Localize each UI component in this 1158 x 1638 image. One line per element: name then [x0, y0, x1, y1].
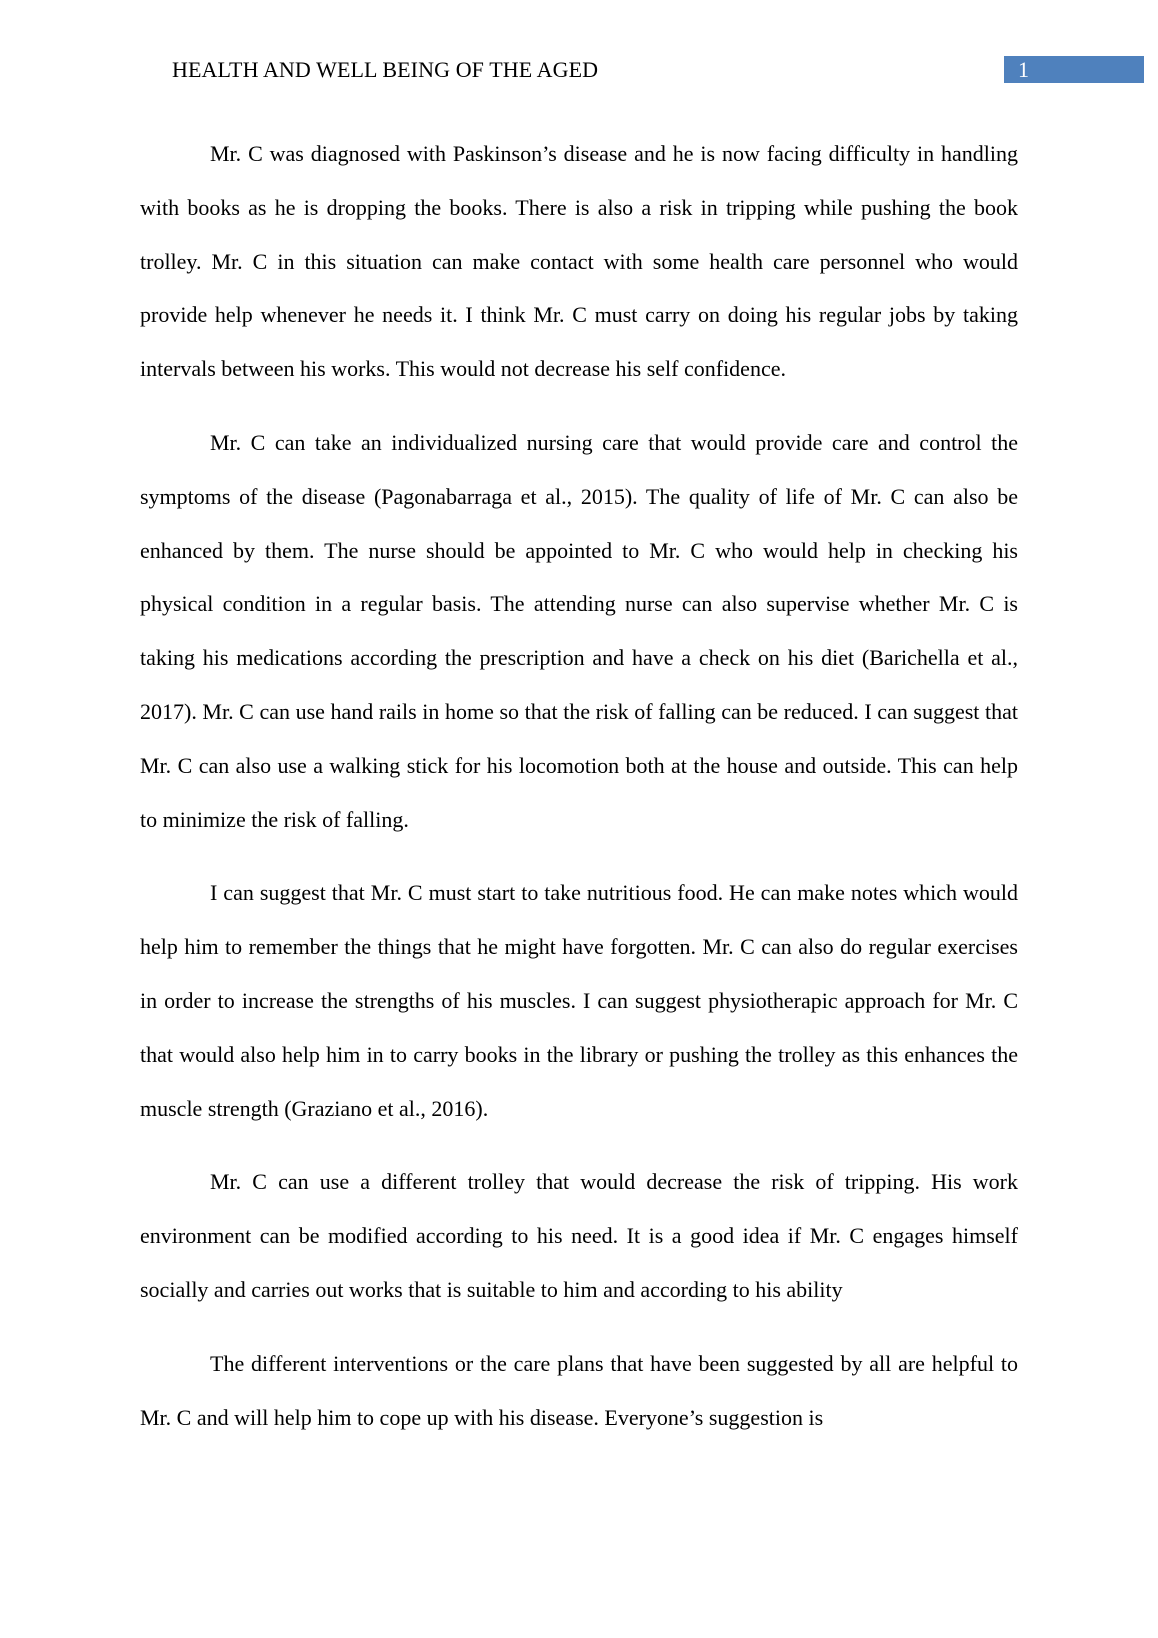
page-header [0, 0, 1158, 100]
paragraph-1: Mr. C was diagnosed with Paskinson’s disease and he is now facing difficulty in handling with books as he is dropping the books. There is also a risk in tripping while pushing the book trolley. Mr. C in this situation can make contact with some health care personnel who would provide help whenever he needs it. I think Mr. C must carry on doing his regular jobs by taking intervals between his works. This would not decrease his self confidence. [140, 141, 1018, 382]
page-number-badge [1004, 56, 1144, 83]
running-head-title: HEALTH AND WELL BEING OF THE AGED [172, 57, 599, 82]
paragraph-5: The different interventions or the care plans that have been suggested by all are helpful to Mr. C and will help him to cope up with his disease. Everyone’s suggestion is [140, 1350, 1018, 1430]
document-body [140, 127, 1018, 1464]
paragraph-2: Mr. C can take an individualized nursing care that would provide care and control the symptoms of the disease (Pagonabarraga et al., 2015). The quality of life of Mr. C can also be enhanced by them. The nurse should be appointed to Mr. C who would help in checking his physical condition in a regular basis. The attending nurse can also supervise whether Mr. C is taking his medications according the prescription and have a check on his diet (Barichella et al., 2017). Mr. C can use hand rails in home so that the risk of falling can be reduced. I can suggest that Mr. C can also use a walking stick for his locomotion both at the house and outside. This can help to minimize the risk of falling. [140, 429, 1018, 832]
page-number: 1 [1018, 57, 1029, 82]
paragraph-4: Mr. C can use a different trolley that would decrease the risk of tripping. His work environment can be modified according to his need. It is a good idea if Mr. C engages himself socially and carries out works that is suitable to him and according to his ability [140, 1169, 1018, 1302]
paragraph-3: I can suggest that Mr. C must start to take nutritious food. He can make notes which would help him to remember the things that he might have forgotten. Mr. C can also do regular exercises in order to increase the strengths of his muscles. I can suggest physiotherapic approach for Mr. C that would also help him in to carry books in the library or pushing the trolley as this enhances the muscle strength (Graziano et al., 2016). [140, 880, 1018, 1121]
